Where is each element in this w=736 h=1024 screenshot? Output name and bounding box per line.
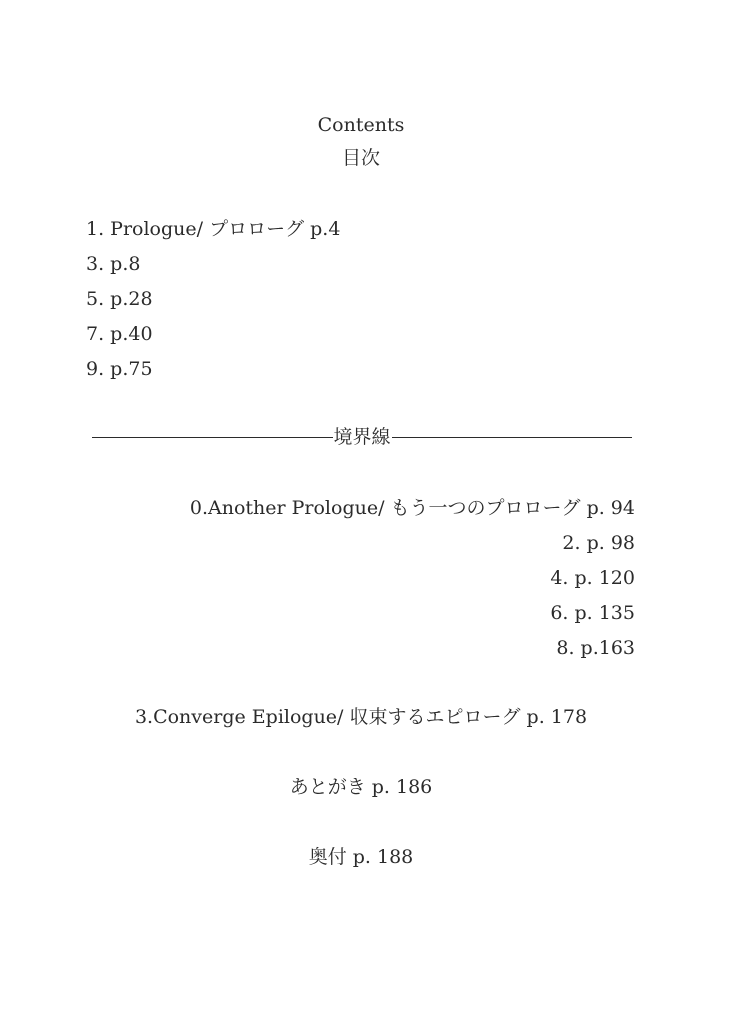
toc-entry: 8. p.163 bbox=[556, 637, 635, 659]
divider-rule-right bbox=[392, 437, 633, 438]
toc-entry: 3. p.8 bbox=[86, 253, 141, 275]
boundary-divider bbox=[92, 424, 632, 450]
divider-rule-left bbox=[92, 437, 333, 438]
toc-entry: 6. p. 135 bbox=[550, 602, 635, 624]
toc-entry: 9. p.75 bbox=[86, 358, 153, 380]
toc-entry: 4. p. 120 bbox=[550, 567, 635, 589]
toc-entry: 5. p.28 bbox=[86, 288, 153, 310]
toc-entry: 0.Another Prologue/ もう一つのプロローグ p. 94 bbox=[189, 497, 635, 519]
toc-entry: 7. p.40 bbox=[86, 323, 153, 345]
toc-entry-epilogue: 3.Converge Epilogue/ 収束するエピローグ p. 178 bbox=[134, 706, 588, 728]
toc-entry: 1. Prologue/ プロローグ p.4 bbox=[86, 218, 341, 240]
toc-entry: 2. p. 98 bbox=[562, 532, 635, 554]
toc-entry-afterword: あとがき p. 186 bbox=[289, 776, 433, 798]
left-toc-list bbox=[86, 216, 340, 391]
right-toc-list bbox=[190, 495, 635, 670]
page-subtitle: 目次 bbox=[341, 147, 380, 169]
toc-entry-colophon: 奥付 p. 188 bbox=[308, 846, 414, 868]
page-title: Contents bbox=[317, 114, 405, 136]
divider-label: 境界線 bbox=[333, 426, 391, 448]
